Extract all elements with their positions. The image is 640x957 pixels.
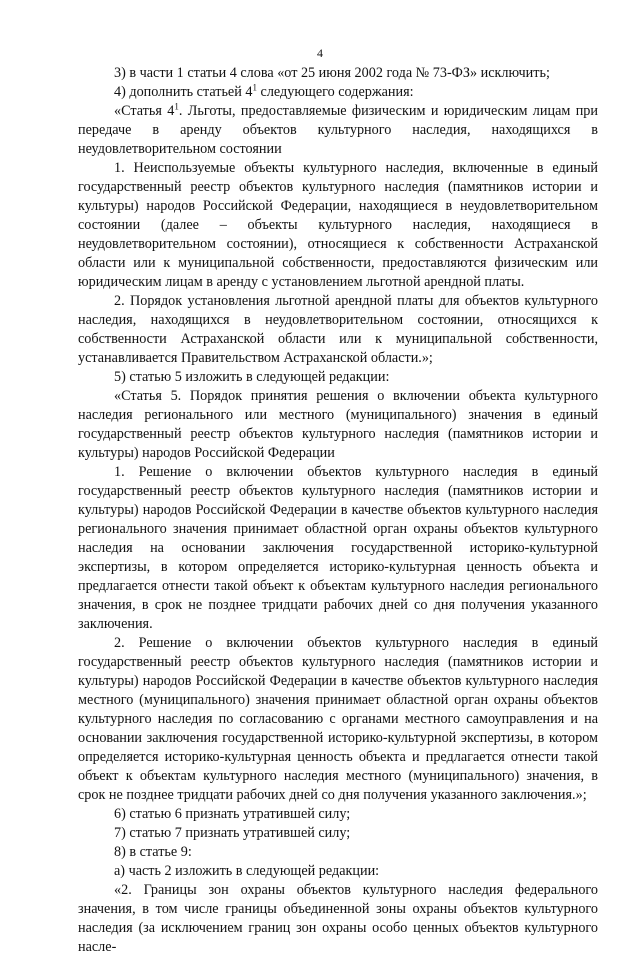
paragraph-text-start: 4) дополнить статьей 4: [114, 84, 253, 100]
article-5-heading: «Статья 5. Порядок принятия решения о включении объекта культурного наследия регионального или местного (муниципального) значения в единый государственный реестр объектов культурного наследия (памятников истории и культуры) народов Российской Федерации: [78, 388, 598, 461]
subitem-a: а) часть 2 изложить в следующей редакции:: [114, 863, 380, 879]
superscript-number: 1: [252, 82, 257, 93]
paragraph-item-3: 3) в части 1 статьи 4 слова «от 25 июня 2002 года № 73-ФЗ» исключить;: [114, 65, 550, 81]
paragraph-item-4: [78, 83, 598, 102]
paragraph-item-5: 5) статью 5 изложить в следующей редакции:: [114, 369, 390, 385]
article-4-1-heading: [78, 102, 598, 159]
paragraph-text-end: следующего содержания:: [256, 84, 414, 100]
article-4-1-part-2: 2. Порядок установления льготной арендной платы для объектов культурного наследия, находящихся в неудовлетворительном состоянии, относящихся к собственности Астраханской области или к муниципальной собственности, устанавливается Правительством Астраханской области.»;: [78, 293, 598, 366]
article-9-part-2-text: «2. Границы зон охраны объектов культурного наследия федерального значения, в том числе границы объединенной зоны охраны объектов культурного наследия (за исключением границ зон охраны особо ценных объектов культурного насле-: [78, 882, 598, 955]
article-5-part-2: 2. Решение о включении объектов культурного наследия в единый государственный реестр объектов культурного наследия (памятников истории и культуры) народов Российской Федерации в качестве объектов культурного наследия местного (муниципального) значения принимает областной орган охраны объектов культурного наследия по согласованию с органами местного самоуправления и на основании заключения государственной историко-культурной экспертизы, в котором определяется историко-культурная ценность объекта и предлагается отнести такой объект к объектам культурного наследия местного (муниципального) значения, в срок не позднее тридцати рабочих дней со дня получения указанного заключения.»;: [78, 635, 598, 803]
paragraph-item-8: 8) в статье 9:: [114, 844, 192, 860]
page-number: 4: [317, 46, 323, 60]
superscript-number: 1: [174, 101, 179, 112]
document-body: [78, 64, 598, 957]
paragraph-item-6: 6) статью 6 признать утратившей силу;: [114, 806, 351, 822]
article-5-part-1: 1. Решение о включении объектов культурного наследия в единый государственный реестр объектов культурного наследия (памятников истории и культуры) народов Российской Федерации в качестве объектов культурного наследия регионального значения принимает областной орган охраны объектов культурного наследия на основании заключения государственной историко-культурной экспертизы, в котором определяется историко-культурная ценность объекта и предлагается отнести такой объект к объектам культурного наследия регионального значения, в срок не позднее тридцати рабочих дней со дня получения указанного заключения.: [78, 464, 598, 632]
article-4-1-part-1: 1. Неиспользуемые объекты культурного наследия, включенные в единый государственный реестр объектов культурного наследия (памятников истории и культуры) народов Российской Федерации, находящиеся в неудовлетворительном состоянии (далее – объекты культурного наследия, находящиеся в неудовлетворительном состоянии), относящиеся к собственности Астраханской области или к муниципальной собственности, предоставляются физическим или юридическим лицам в аренду с установлением льготной арендной платы.: [78, 160, 598, 290]
article-heading-end: . Льготы, предоставляемые физическим и юридическим лицам при передаче в аренду объектов культурного наследия, находящихся в неудовлетворительном состоянии: [78, 103, 598, 157]
paragraph-item-7: 7) статью 7 признать утратившей силу;: [114, 825, 351, 841]
article-heading-start: «Статья 4: [114, 103, 175, 119]
